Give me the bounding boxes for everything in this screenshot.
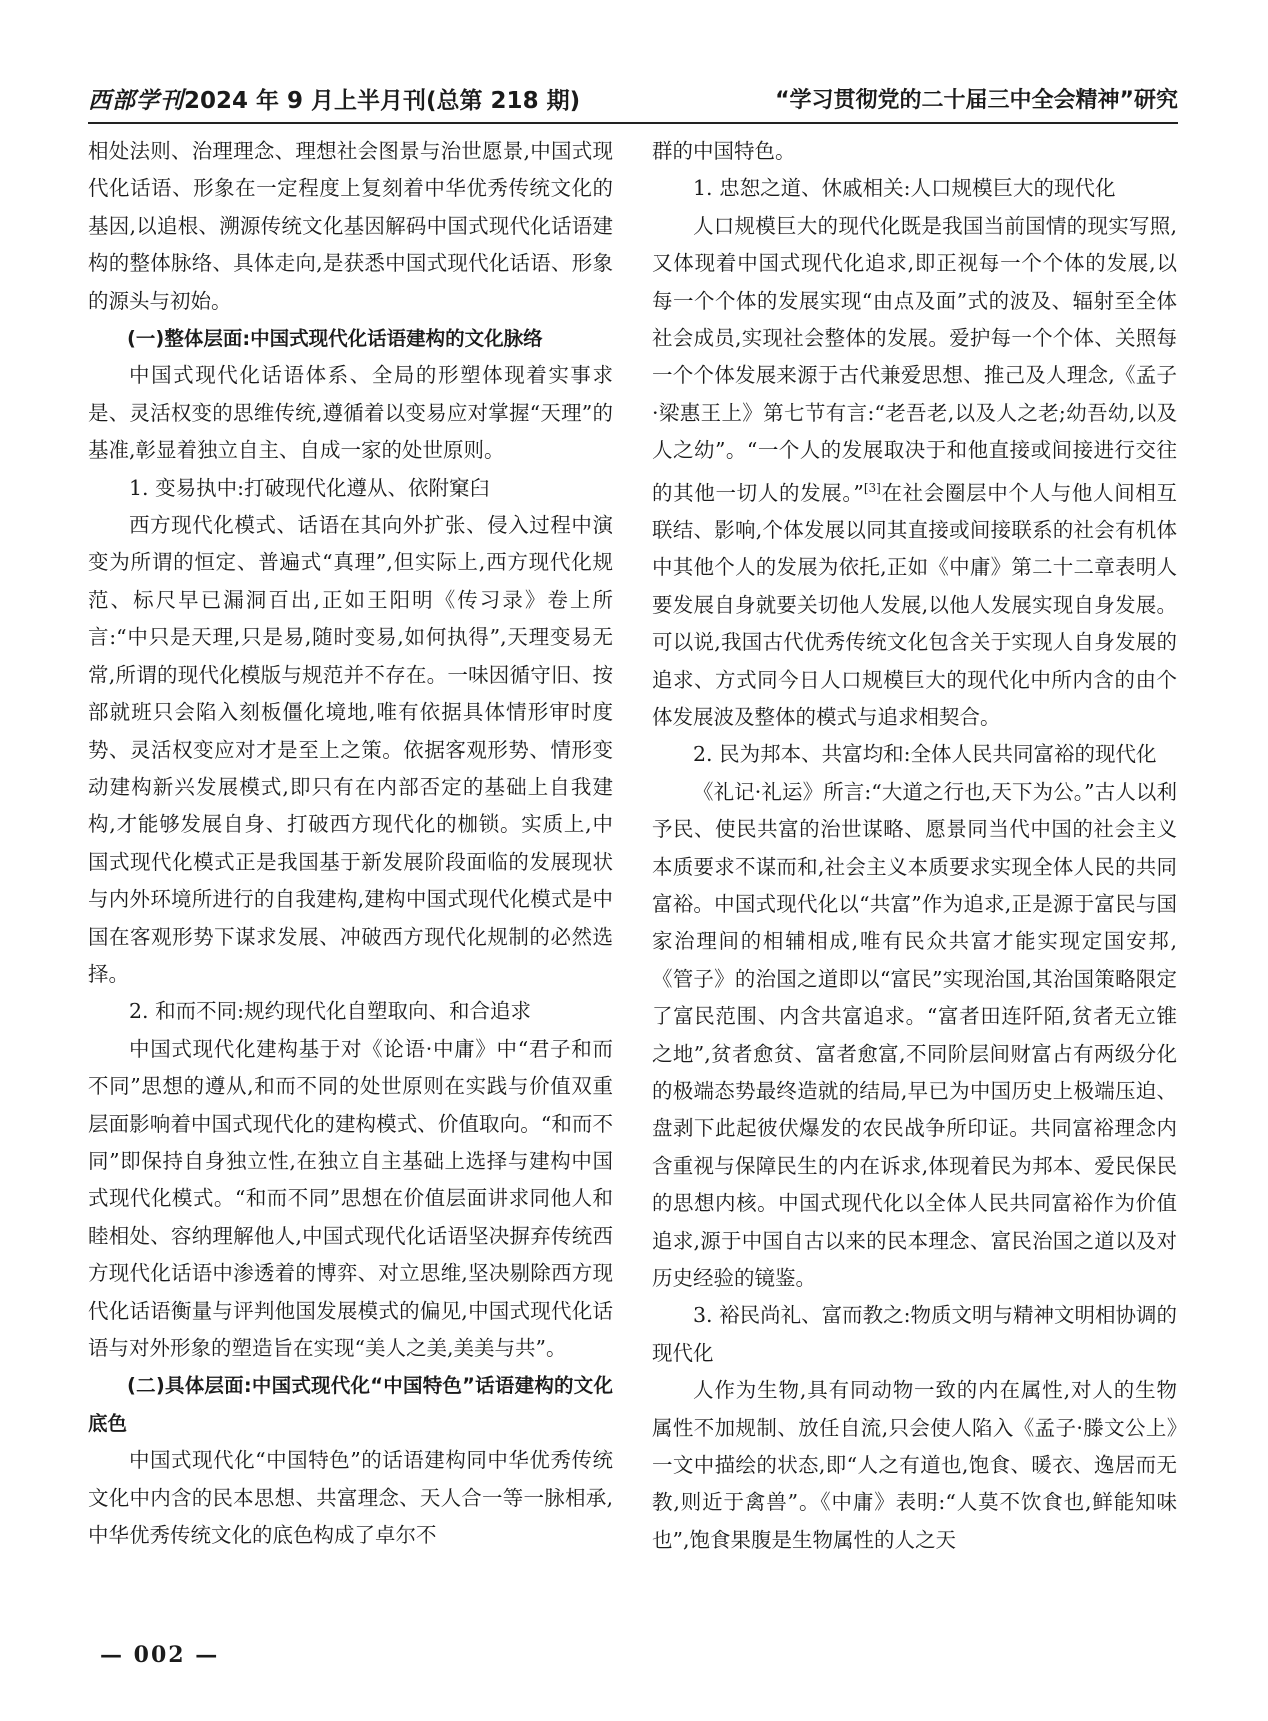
right-column — [652, 133, 1177, 1559]
reference-marker: [3] — [863, 480, 881, 495]
paragraph: 中国式现代化“中国特色”的话语建构同中华优秀传统文化中内含的民本思想、共富理念、天人合一等一脉相承,中华优秀传统文化的底色构成了卓尔不 — [88, 1448, 613, 1548]
paragraph: 《礼记·礼运》所言:“大道之行也,天下为公。”古人以利予民、使民共富的治世谋略、愿景同当代中国的社会主义本质要求不谋而和,社会主义本质要求实现全体人民的共同富裕。中国式现代化以“共富”作为追求,正是源于富民与国家治理间的相辅相成,唯有民众共富才能实现定国安邦,《管子》的治国之道即以“富民”实现治国,其治国策略限定了富民范围、内含共富追求。“富者田连阡陌,贫者无立锥之地”,贫者愈贫、富者愈富,不同阶层间财富占有两级分化的极端态势最终造就的结局,早已为中国历史上极端压迫、盘剥下此起彼伏爆发的农民战争所印证。共同富裕理念内含重视与保障民生的内在诉求,体现着民为邦本、爱民保民的思想内核。中国式现代化以全体人民共同富裕作为价值追求,源于中国自古以来的民本理念、富民治国之道以及对历史经验的镜鉴。 — [652, 779, 1177, 1291]
section-title: “学习贯彻党的二十届三中全会精神”研究 — [775, 88, 1178, 113]
paragraph — [652, 208, 1177, 737]
issue-info: 2024 年 9 月上半月刊(总第 218 期) — [184, 88, 581, 114]
section-heading-specific: (二)具体层面:中国式现代化“中国特色”话语建构的文化底色 — [88, 1374, 613, 1435]
subsection-heading: 1. 忠恕之道、休戚相关:人口规模巨大的现代化 — [693, 176, 1116, 201]
paragraph: 中国式现代化建构基于对《论语·中庸》中“君子和而不同”思想的遵从,和而不同的处世原则在实践与价值双重层面影响着中国式现代化的建构模式、价值取向。“和而不同”即保持自身独立性,在独立自主基础上选择与建构中国式现代化模式。“和而不同”思想在价值层面讲求同他人和睦相处、容纳理解他人,中国式现代化话语坚决摒弃传统西方现代化话语中渗透着的博弈、对立思维,坚决剔除西方现代化话语衡量与评判他国发展模式的偏见,中国式现代化话语与对外形象的塑造旨在实现“美人之美,美美与共”。 — [88, 1036, 613, 1360]
page-number: — 002 — — [100, 1642, 220, 1668]
subsection-heading: 1. 变易执中:打破现代化遵从、依附窠臼 — [129, 475, 490, 500]
section-heading-overall: (一)整体层面:中国式现代化话语建构的文化脉络 — [127, 327, 543, 351]
paragraph: 人作为生物,具有同动物一致的内在属性,对人的生物属性不加规制、放任自流,只会使人陷入《孟子·滕文公上》一文中描绘的状态,即“人之有道也,饱食、暖衣、逸居而无教,则近于禽兽”。《中庸》表明:“人莫不饮食也,鲜能知味也”,饱食果腹是生物属性的人之天 — [652, 1378, 1177, 1552]
subsection-heading: 3. 裕民尚礼、富而教之:物质文明与精神文明相协调的现代化 — [652, 1303, 1177, 1365]
paragraph: 中国式现代化话语体系、全局的形塑体现着实事求是、灵活权变的思维传统,遵循着以变易应对掌握“天理”的基准,彰显着独立自主、自成一家的处世原则。 — [88, 363, 613, 463]
header-divider — [88, 122, 1178, 124]
journal-logo: 西部学刊 — [88, 88, 184, 114]
paragraph: 相处法则、治理理念、理想社会图景与治世愿景,中国式现代化话语、形象在一定程度上复刻着中华优秀传统文化的基因,以追根、溯源传统文化基因解码中国式现代化话语建构的整体脉络、具体走向,是获悉中国式现代化话语、形象的源头与初始。 — [88, 139, 613, 313]
paragraph-text: 人口规模巨大的现代化既是我国当前国情的现实写照,又体现着中国式现代化追求,即正视每一个个体的发展,以每一个个体的发展实现“由点及面”式的波及、辐射至全体社会成员,实现社会整体的发展。爱护每一个个体、关照每一个个体发展来源于古代兼爱思想、推己及人理念,《孟子·梁惠王上》第七节有言:“老吾老,以及人之老;幼吾幼,以及人之幼”。“一个人的发展取决于和他直接或间接进行交往的其他一切人的发展。” — [652, 213, 1177, 505]
running-header — [88, 86, 1178, 120]
paragraph: 西方现代化模式、话语在其向外扩张、侵入过程中演变为所谓的恒定、普遍式“真理”,但实际上,西方现代化规范、标尺早已漏洞百出,正如王阳明《传习录》卷上所言:“中只是天理,只是易,随时变易,如何执得”,天理变易无常,所谓的现代化模版与规范并不存在。一味因循守旧、按部就班只会陷入刻板僵化境地,唯有依据具体情形审时度势、灵活权变应对才是至上之策。依据客观形势、情形变动建构新兴发展模式,即只有在内部否定的基础上自我建构,才能够发展自身、打破西方现代化的枷锁。实质上,中国式现代化模式正是我国基于新发展阶段面临的发展现状与内外环境所进行的自我建构,建构中国式现代化模式是中国在客观形势下谋求发展、冲破西方现代化规制的必然选择。 — [88, 513, 613, 986]
journal-issue-info — [88, 86, 580, 116]
left-column — [88, 133, 613, 1554]
paragraph: 群的中国特色。 — [652, 139, 796, 163]
subsection-heading: 2. 民为邦本、共富均和:全体人民共同富裕的现代化 — [693, 742, 1157, 767]
subsection-heading: 2. 和而不同:规约现代化自塑取向、和合追求 — [129, 999, 531, 1024]
paragraph-text: 在社会圈层中个人与他人间相互联结、影响,个体发展以同其直接或间接联系的社会有机体中其他个人的发展为依托,正如《中庸》第二十二章表明人要发展自身就要关切他人发展,以他人发展实现自身发展。可以说,我国古代优秀传统文化包含关于实现人自身发展的追求、方式同今日人口规模巨大的现代化中所内含的由个体发展波及整体的模式与追求相契合。 — [652, 480, 1178, 729]
